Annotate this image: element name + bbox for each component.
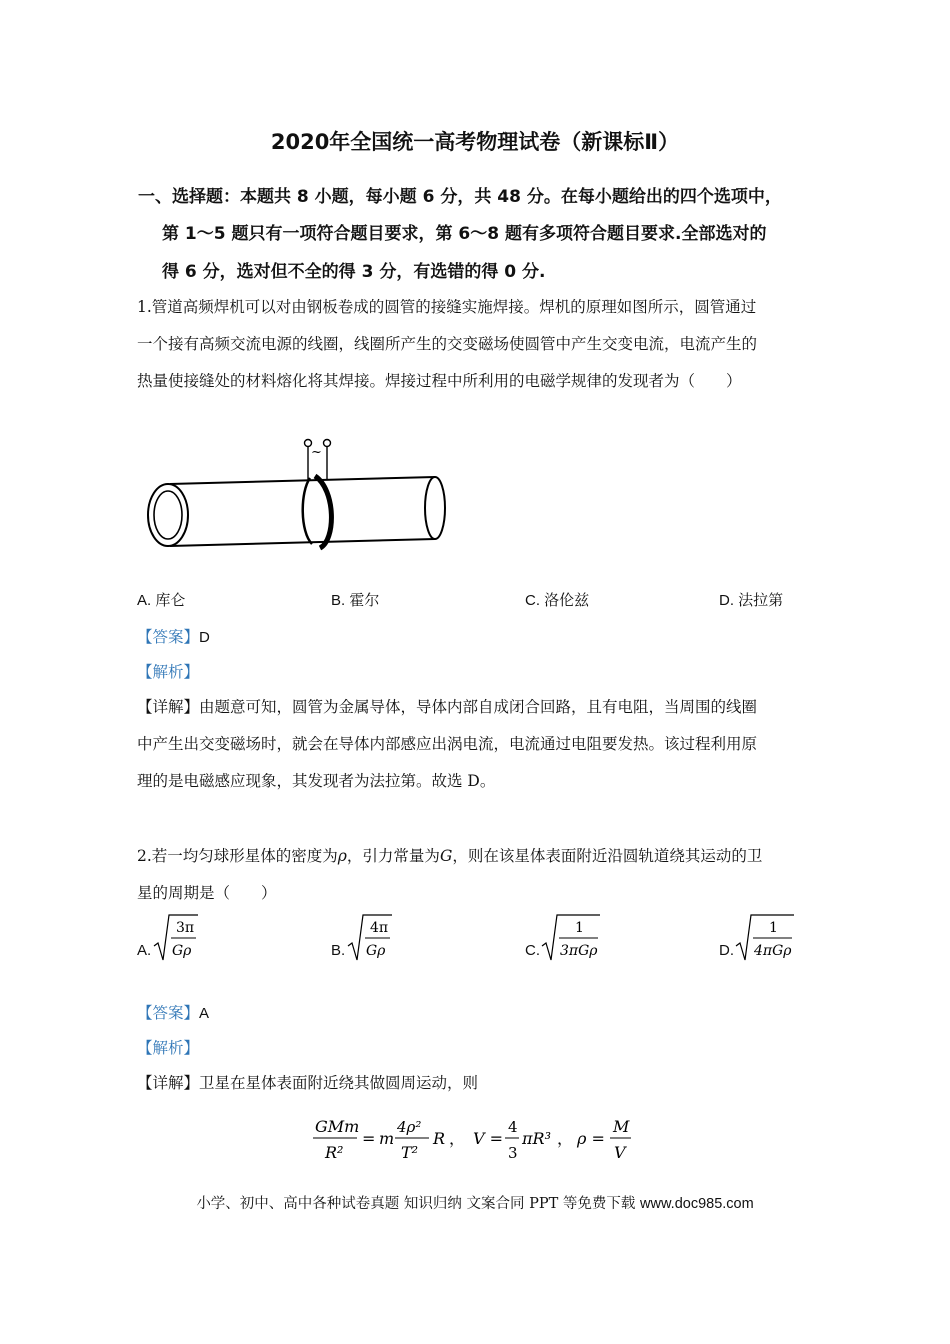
q1-answer-line: [137, 625, 210, 647]
option-c-denominator: 3πGρ: [560, 943, 598, 959]
q2-detail-line-1: [137, 1071, 478, 1093]
q1-option-a: A. 库仑: [137, 592, 186, 609]
option-d-numerator: 1: [769, 920, 778, 936]
ac-source-symbol: ~: [311, 445, 322, 460]
option-a-denominator: Gρ: [172, 943, 192, 959]
formula-rho-eq: ρ =: [577, 1129, 605, 1148]
formula-r2: R²: [325, 1143, 344, 1162]
q1-detail-line-3: 理的是电磁感应现象，其发现者为法拉第。故选 D。: [137, 772, 496, 790]
section-heading-line-3: 得 6 分，选对但不全的得 3 分，有选错的得 0 分.: [162, 262, 546, 282]
q1-option-d: D. 法拉第: [719, 592, 784, 609]
q2-option-d-label: D.: [719, 942, 734, 959]
page-title: 2020年全国统一高考物理试卷（新课标Ⅱ）: [270, 130, 680, 154]
formula-3: 3: [508, 1144, 518, 1162]
formula-sep-1: ，: [449, 1129, 466, 1148]
q2-option-b-formula: [346, 912, 406, 964]
q2-text-part-c: ，则在该星体表面附近沿圆轨道绕其运动的卫: [452, 847, 763, 865]
formula-4rho2: 4ρ²: [397, 1118, 422, 1136]
section-heading-line-2: 第 1～5 题只有一项符合题目要求，第 6～8 题有多项符合题目要求.全部选对的: [162, 224, 767, 244]
q1-detail-text-1: 由题意可知，圆管为金属导体，导体内部自成闭合回路，且有电阻，当周围的线圈: [199, 698, 758, 716]
q1-option-c: C. 洛伦兹: [525, 592, 590, 609]
q2-option-a-label: A.: [137, 942, 152, 959]
page-footer: [0, 1192, 950, 1213]
formula-4: 4: [508, 1118, 518, 1136]
q1-text-line-1: 1.管道高频焊机可以对由钢板卷成的圆管的接缝实施焊接。焊机的原理如图所示，圆管通过: [137, 298, 757, 316]
coil-back: [303, 478, 312, 544]
formula-v-eq: V =: [473, 1129, 504, 1148]
q1-text-line-2: 一个接有高频交流电源的线圈，线圈所产生的交变磁场使圆管中产生交变电流，电流产生的: [137, 335, 758, 353]
pipe-far-end: [425, 477, 445, 539]
q2-answer-line: [137, 1001, 209, 1023]
option-a-numerator: 3π: [176, 920, 195, 936]
formula-v: V: [614, 1143, 626, 1162]
formula-m: m: [379, 1129, 395, 1148]
q2-text-part-a: 2.若一均匀球形星体的密度为: [137, 847, 338, 865]
formula-gmm: GMm: [315, 1117, 360, 1136]
footer-text: 小学、初中、高中各种试卷真题 知识归纳 文案合同 PPT 等免费下载: [196, 1196, 636, 1212]
q2-text-line-1: [137, 844, 762, 866]
q2-option-b-label: B.: [331, 942, 346, 959]
section-heading-line-1: 一、选择题：本题共 8 小题，每小题 6 分，共 48 分。在每小题给出的四个选项中，: [138, 187, 782, 207]
q2-option-c-formula: [540, 912, 608, 964]
option-b-numerator: 4π: [370, 920, 389, 936]
q2-answer-value: A: [199, 1005, 210, 1022]
pipe-bottom-edge: [170, 539, 435, 546]
formula-m-upper: M: [613, 1117, 630, 1136]
coil-front: [315, 476, 331, 548]
q2-answer-tag: 【答案】: [137, 1004, 200, 1022]
formula-pir3: πR³: [522, 1129, 551, 1148]
q2-rho-symbol: ρ: [337, 847, 347, 865]
q2-option-a-formula: [152, 912, 212, 964]
q2-derivation-formula: [305, 1110, 645, 1166]
welding-pipe-figure: [140, 432, 460, 562]
q1-detail-line-1: [137, 695, 757, 717]
q2-detail-text-1: 卫星在星体表面附近绕其做圆周运动，则: [199, 1074, 479, 1092]
pipe-near-end-inner: [154, 491, 182, 539]
pipe-top-edge: [170, 477, 435, 484]
q2-analysis-tag: 【解析】: [137, 1039, 200, 1057]
formula-t2: T²: [401, 1143, 419, 1162]
q1-answer-value: D: [199, 629, 210, 646]
option-c-numerator: 1: [575, 920, 584, 936]
q2-option-c-label: C.: [525, 942, 540, 959]
formula-sep-2: ，: [557, 1129, 574, 1148]
option-d-denominator: 4πGρ: [754, 943, 792, 959]
q1-text-line-3: 热量使接缝处的材料熔化将其焊接。焊接过程中所利用的电磁学规律的发现者为（ ）: [137, 372, 742, 390]
q2-text-line-2: 星的周期是（ ）: [137, 884, 277, 902]
q2-option-d-formula: [734, 912, 802, 964]
q2-g-symbol: G: [439, 847, 453, 865]
q1-analysis-tag: 【解析】: [137, 663, 200, 681]
q2-detail-tag: 【详解】: [137, 1074, 200, 1092]
option-b-denominator: Gρ: [366, 943, 386, 959]
q1-option-b: B. 霍尔: [331, 592, 380, 609]
formula-r: R: [433, 1129, 446, 1148]
terminal-right: [324, 440, 331, 447]
formula-equals: =: [362, 1129, 376, 1148]
q1-detail-line-2: 中产生出交变磁场时，就会在导体内部感应出涡电流，电流通过电阻要发热。该过程利用原: [137, 735, 758, 753]
q2-text-part-b: ，引力常量为: [346, 847, 440, 865]
footer-url[interactable]: www.doc985.com: [640, 1196, 754, 1212]
q1-answer-tag: 【答案】: [137, 628, 200, 646]
q1-detail-tag: 【详解】: [137, 698, 200, 716]
